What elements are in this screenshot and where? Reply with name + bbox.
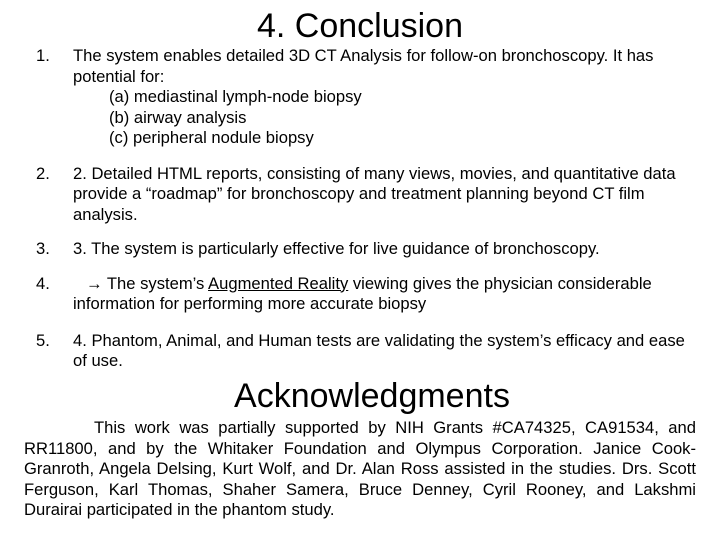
item-text: 4. Phantom, Animal, and Human tests are validating the system’s efficacy and ease of use. <box>73 330 685 370</box>
page-title: 4. Conclusion <box>256 7 463 45</box>
item-number: 1. <box>36 46 50 65</box>
subitem: (b) airway analysis <box>109 107 247 127</box>
list-item <box>0 46 720 149</box>
item-text-part: viewing gives the physician considerable information for performing more accurate biopsy <box>73 273 652 313</box>
augmented-reality-term: Augmented Reality <box>208 273 349 293</box>
item-text: 2. Detailed HTML reports, consisting of many views, movies, and quantitative data provide a “roadmap” for bronchoscopy and treatment planning beyond CT film analysis. <box>73 163 676 224</box>
item-text <box>73 274 690 315</box>
item-number: 4. <box>36 273 50 293</box>
item-number: 2. <box>36 163 50 183</box>
acknowledgments-body: This work was partially supported by NIH Grants #CA74325, CA91534, and RR11800, and by the Whitaker Foundation and Olympus Corporation. Janice Cook-Granroth, Angela Delsing, Kurt Wolf, and Dr. Alan Ross assisted in the studies. Drs. Scott Ferguson, Karl Thomas, Shaher Samera, Bruce Denney, Cyril Rooney, and Lakshmi Durairai participated in the phantom study. <box>24 418 696 519</box>
subitem: (a) mediastinal lymph-node biopsy <box>109 87 362 106</box>
list-item <box>0 239 720 260</box>
list-item <box>0 164 720 226</box>
item-number: 3. <box>36 239 50 258</box>
item-text-part: The system’s <box>102 273 209 293</box>
item-text: The system enables detailed 3D CT Analysis for follow-on bronchoscopy. It has potential for: <box>73 46 654 86</box>
acknowledgments-title: Acknowledgments <box>234 377 510 415</box>
list-item <box>0 274 720 315</box>
item-text: 3. The system is particularly effective for live guidance of bronchoscopy. <box>73 239 600 258</box>
arrow-right-icon: → <box>86 273 103 293</box>
conclusion-list <box>0 46 720 372</box>
item-number: 5. <box>36 330 50 350</box>
subitem: (c) peripheral nodule biopsy <box>109 128 314 147</box>
list-item <box>0 331 720 372</box>
